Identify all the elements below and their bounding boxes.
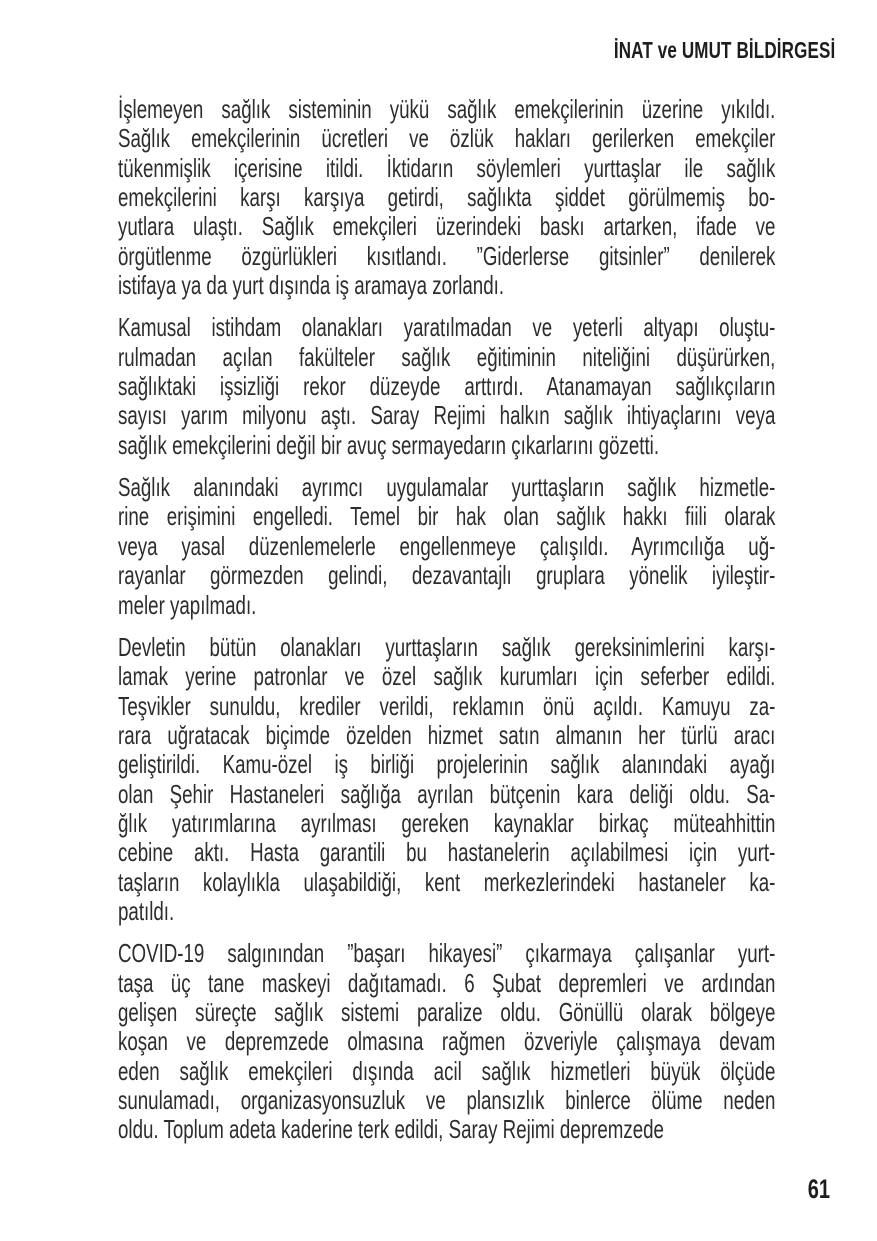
text-line: patıldı. bbox=[118, 895, 175, 926]
text-line: koşan ve depremzede olmasına rağmen özveriyle çalışmaya devam bbox=[118, 1026, 776, 1057]
text-line: COVID-19 salgınından ”başarı hikayesi” çıkarmaya çalışanlar yurt- bbox=[118, 938, 776, 969]
text-line: Teşvikler sunuldu, krediler verildi, reklamın önü açıldı. Kamuyu za- bbox=[118, 690, 776, 721]
text-line: meler yapılmadı. bbox=[118, 589, 257, 620]
text-line: sunulamadı, organizasyonsuzluk ve plansızlık binlerce ölüme neden bbox=[118, 1085, 776, 1115]
text-line: örgütlenme özgürlükleri kısıtlandı. ”Giderlerse gitsinler” denilerek bbox=[118, 240, 776, 271]
text-line: tükenmişlik içerisine itildi. İktidarın söylemleri yurttaşlar ile sağlık bbox=[118, 152, 776, 183]
page-number: 61 bbox=[807, 1174, 830, 1204]
text-line: ğlık yatırımlarına ayrılması gereken kaynaklar birkaç müteahhittin bbox=[118, 807, 776, 838]
text-line: sağlıktaki işsizliği rekor düzeyde arttırdı. Atanamayan sağlıkçıların bbox=[118, 371, 776, 402]
text-line: İşlemeyen sağlık sisteminin yükü sağlık emekçilerinin üzerine yıkıldı. bbox=[118, 94, 776, 124]
text-line: eden sağlık emekçileri dışında acil sağlık hizmetleri büyük ölçüde bbox=[118, 1055, 776, 1086]
paragraph bbox=[118, 473, 775, 620]
text-line: oldu. Toplum adeta kaderine terk edildi, Saray Rejimi depremzede bbox=[118, 1114, 664, 1145]
text-line: yutlara ulaştı. Sağlık emekçileri üzerindeki baskı artarken, ifade ve bbox=[118, 211, 776, 242]
text-line: cebine aktı. Hasta garantili bu hastanelerin açılabilmesi için yurt- bbox=[118, 837, 776, 868]
paragraph bbox=[118, 95, 775, 300]
paragraph bbox=[118, 633, 775, 926]
text-line: Sağlık alanındaki ayrımcı uygulamalar yurttaşların sağlık hizmetle- bbox=[118, 472, 776, 503]
text-line: lamak yerine patronlar ve özel sağlık kurumları için seferber edildi. bbox=[118, 661, 776, 692]
text-line: sağlık emekçilerini değil bir avuç sermayedarın çıkarlarını gözetti. bbox=[118, 429, 660, 460]
text-line: taşa üç tane maskeyi dağıtamadı. 6 Şubat depremleri ve ardından bbox=[118, 967, 776, 998]
paragraph bbox=[118, 313, 775, 460]
text-line: rara uğratacak biçimde özelden hizmet satın almanın her türlü aracı bbox=[118, 719, 776, 750]
paragraph bbox=[118, 939, 775, 1144]
text-line: taşların kolaylıkla ulaşabildiği, kent merkezlerindeki hastaneler ka- bbox=[118, 866, 776, 897]
document-body bbox=[118, 95, 775, 1145]
text-line: olan Şehir Hastaneleri sağlığa ayrılan bütçenin kara deliği oldu. Sa- bbox=[118, 778, 776, 809]
text-line: gelişen süreçte sağlık sistemi paralize oldu. Gönüllü olarak bölgeye bbox=[118, 996, 776, 1027]
text-line: emekçilerini karşı karşıya getirdi, sağlıkta şiddet görülmemiş bo- bbox=[118, 182, 776, 213]
text-line: Sağlık emekçilerinin ücretleri ve özlük hakları gerilerken emekçiler bbox=[118, 123, 776, 154]
text-line: geliştirildi. Kamu-özel iş birliği projelerinin sağlık alanındaki ayağı bbox=[118, 749, 776, 780]
text-line: rine erişimini engelledi. Temel bir hak olan sağlık hakkı fiili olarak bbox=[118, 501, 776, 532]
text-line: Kamusal istihdam olanakları yaratılmadan ve yeterli altyapı oluştu- bbox=[118, 312, 776, 343]
text-line: rayanlar görmezden gelindi, dezavantajlı gruplara yönelik iyileştir- bbox=[118, 560, 776, 591]
running-head-title: İNAT ve UMUT BİLDİRGESİ bbox=[613, 37, 835, 63]
text-line: veya yasal düzenlemelerle engellenmeye çalışıldı. Ayrımcılığa uğ- bbox=[118, 530, 776, 561]
text-line: Devletin bütün olanakları yurttaşların sağlık gereksinimlerini karşı- bbox=[118, 631, 776, 662]
text-line: rulmadan açılan fakülteler sağlık eğitiminin niteliğini düşürürken, bbox=[118, 341, 776, 372]
text-line: sayısı yarım milyonu aştı. Saray Rejimi halkın sağlık ihtiyaçlarını veya bbox=[118, 400, 776, 431]
text-line: istifaya ya da yurt dışında iş aramaya zorlandı. bbox=[118, 270, 505, 301]
